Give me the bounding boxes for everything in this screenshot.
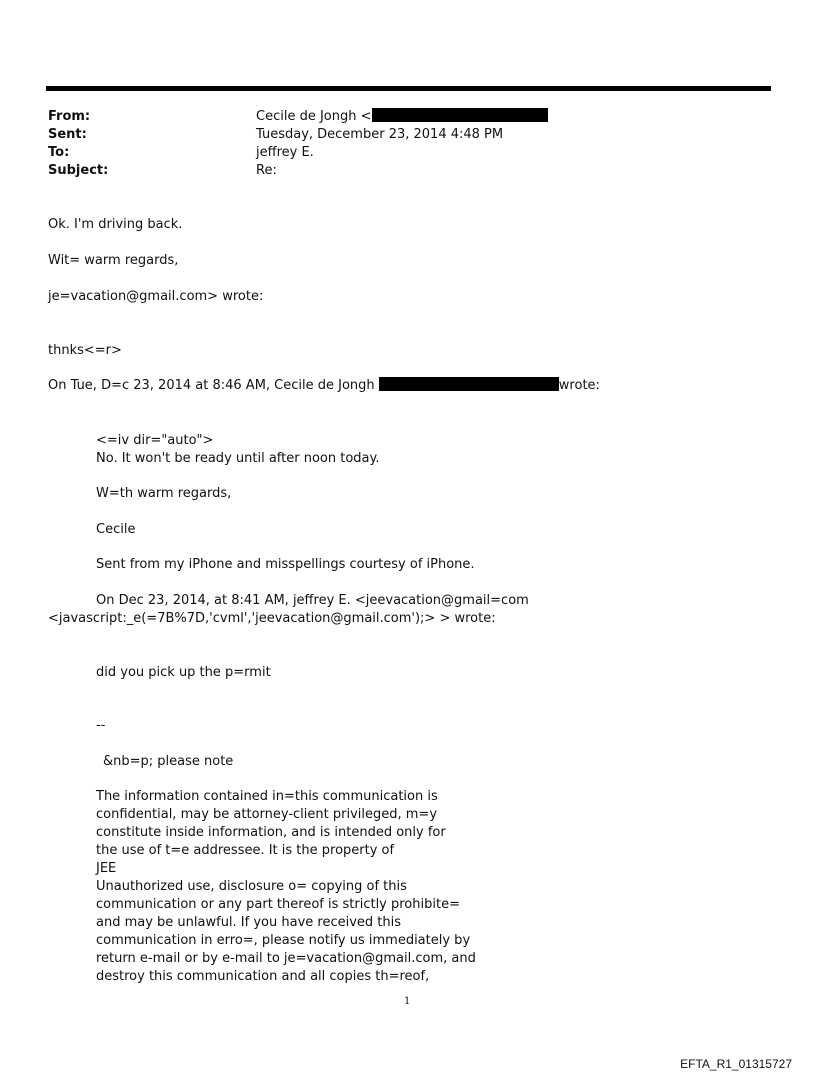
email-header bbox=[48, 108, 748, 180]
redaction-box bbox=[379, 377, 559, 391]
subject-label: Subject: bbox=[48, 163, 109, 178]
disclaimer-line: The information contained in=this communication is bbox=[96, 789, 438, 804]
body-line bbox=[48, 377, 600, 395]
header-rule bbox=[46, 86, 771, 91]
to-label: To: bbox=[48, 145, 70, 160]
quoted-line: No. It won't be ready until after noon today. bbox=[96, 451, 380, 466]
subject-value: Re: bbox=[256, 163, 277, 178]
quote-intro-end: wrote: bbox=[558, 378, 600, 393]
sent-label: Sent: bbox=[48, 127, 87, 142]
subject-row bbox=[48, 162, 748, 180]
quoted-line: &nb=p; please note bbox=[103, 754, 234, 769]
disclaimer-line: the use of t=e addressee. It is the property of bbox=[96, 843, 395, 858]
quoted-line: <javascript:_e(=7B%7D,'cvml','jeevacation@gmail.com');> > wrote: bbox=[48, 611, 496, 626]
quoted-line: <=iv dir="auto"> bbox=[96, 433, 214, 448]
from-row bbox=[48, 108, 748, 126]
from-label: From: bbox=[48, 109, 91, 124]
quoted-line: Sent from my iPhone and misspellings courtesy of iPhone. bbox=[96, 557, 475, 572]
redaction-box bbox=[372, 108, 548, 122]
page-number: 1 bbox=[404, 996, 411, 1007]
quoted-line: On Dec 23, 2014, at 8:41 AM, jeffrey E. <jeevacation@gmail=com bbox=[96, 593, 529, 608]
disclaimer-line: return e-mail or by e-mail to je=vacation@gmail.com, and bbox=[96, 951, 476, 966]
body-line: je=vacation@gmail.com> wrote: bbox=[48, 289, 264, 304]
disclaimer-line: and may be unlawful. If you have received this bbox=[96, 915, 402, 930]
quoted-line: -- bbox=[96, 718, 106, 733]
disclaimer-line: Unauthorized use, disclosure o= copying of this bbox=[96, 879, 407, 894]
sent-row bbox=[48, 126, 748, 144]
disclaimer-line: constitute inside information, and is intended only for bbox=[96, 825, 446, 840]
quoted-line: did you pick up the p=rmit bbox=[96, 665, 271, 680]
quoted-line: Cecile bbox=[96, 522, 136, 537]
disclaimer-line: destroy this communication and all copies th=reof, bbox=[96, 969, 430, 984]
quote-intro: On Tue, D=c 23, 2014 at 8:46 AM, Cecile de Jongh bbox=[48, 378, 375, 393]
from-name: Cecile de Jongh < bbox=[256, 109, 372, 124]
body-line: thnks<=r> bbox=[48, 343, 122, 358]
disclaimer-line: communication in erro=, please notify us immediately by bbox=[96, 933, 471, 948]
body-line: Wit= warm regards, bbox=[48, 253, 179, 268]
quoted-line: W=th warm regards, bbox=[96, 486, 232, 501]
document-id: EFTA_R1_01315727 bbox=[680, 1057, 792, 1071]
to-row bbox=[48, 144, 748, 162]
sent-value: Tuesday, December 23, 2014 4:48 PM bbox=[256, 127, 504, 142]
disclaimer-line: confidential, may be attorney-client privileged, m=y bbox=[96, 807, 438, 822]
to-value: jeffrey E. bbox=[256, 145, 314, 160]
disclaimer-paragraph bbox=[96, 788, 516, 986]
disclaimer-line: communication or any part thereof is strictly prohibite= bbox=[96, 897, 460, 912]
from-value bbox=[256, 108, 548, 126]
body-line: Ok. I'm driving back. bbox=[48, 217, 183, 232]
disclaimer-line: JEE bbox=[96, 861, 117, 876]
